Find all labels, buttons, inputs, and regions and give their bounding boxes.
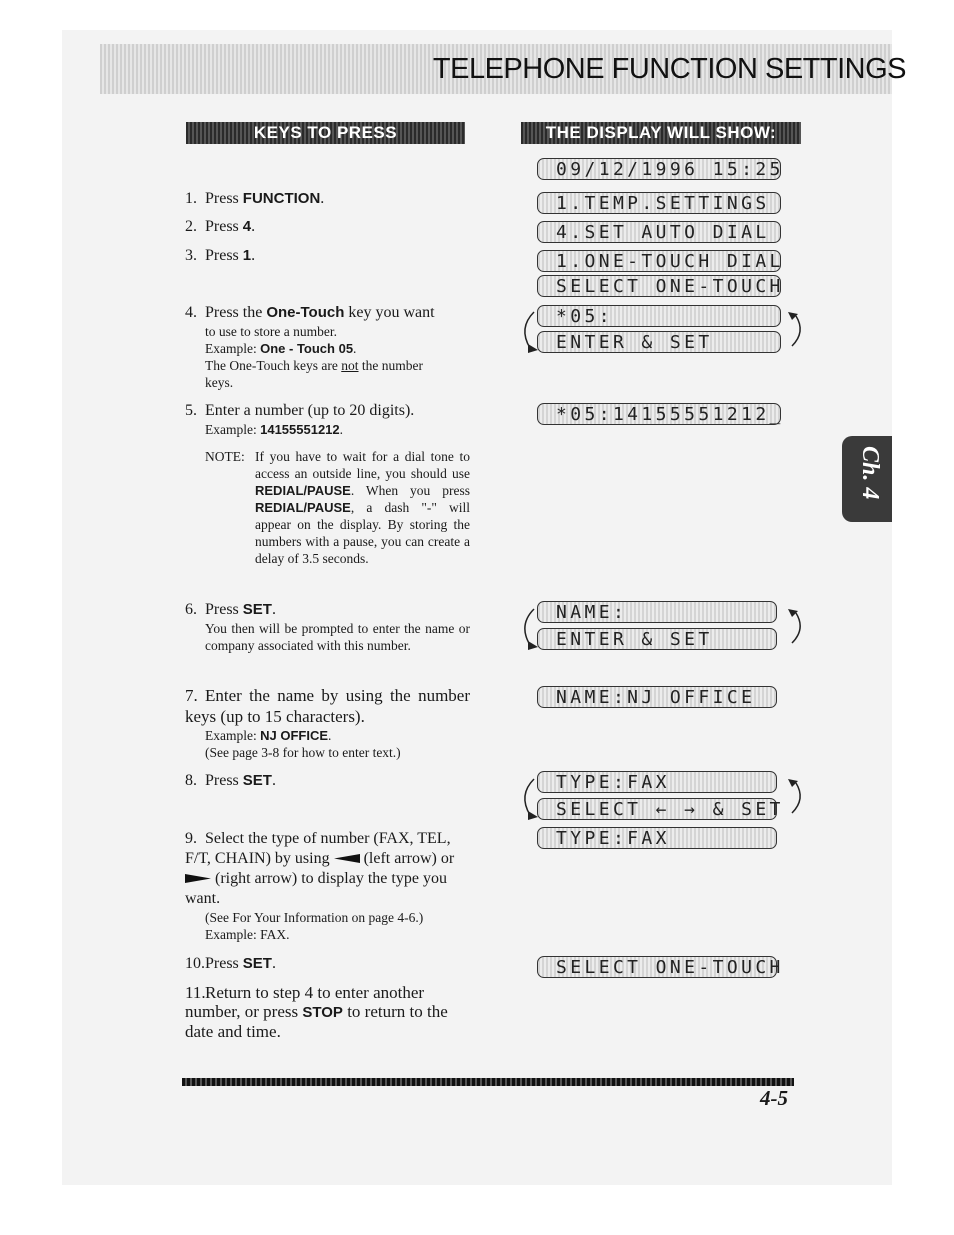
step-text: . (251, 247, 256, 264)
step-text: . (271, 601, 276, 618)
step-11 (185, 983, 470, 1041)
key-name: SET (242, 955, 272, 972)
step-number: 5. (185, 402, 197, 419)
step-number: 11. (185, 983, 206, 1002)
key-name: SET (242, 772, 272, 789)
step-1 (185, 189, 470, 209)
page-title: TELEPHONE FUNCTION SETTINGS (432, 53, 906, 85)
lcd-temp-settings: 1.TEMP.SETTINGS (537, 192, 781, 214)
keys-column-heading: KEYS TO PRESS (186, 122, 465, 144)
example-text: Example: FAX. (205, 927, 290, 942)
example-value: One - Touch 05 (260, 341, 354, 356)
chapter-tab-label: Ch. 4 (857, 446, 883, 500)
step-9 (185, 829, 470, 943)
lcd-one-touch-05: *05: (537, 305, 781, 327)
key-name: One-Touch (266, 304, 345, 321)
key-name: SET (242, 601, 272, 618)
step-text: Press (205, 247, 243, 264)
step-number: 7. (185, 686, 198, 705)
note-text: , a dash "-" will appear on the display. By storing the numbers with a pause, you can create a delay of 3.5 seconds. (255, 500, 470, 566)
info-text: (See page 3-8 for how to enter text.) (205, 745, 401, 760)
step-number: 6. (185, 601, 197, 618)
step-text: key you want (344, 304, 435, 321)
example-punct: . (353, 341, 357, 356)
step-number: 2. (185, 218, 197, 235)
step-number: 4. (185, 304, 197, 321)
key-name: 4 (242, 218, 252, 235)
lcd-name-prompt: NAME: (537, 601, 777, 623)
example-punct: . (339, 422, 344, 437)
info-text: You then will be prompted to enter the name or company associated with this number. (205, 621, 470, 653)
note-body (205, 448, 470, 567)
step-text: to use to store a number. (205, 324, 337, 339)
key-name: 1 (242, 247, 252, 264)
step-7 (185, 685, 470, 761)
step-text: Return to step 4 to enter another number, or press (185, 983, 425, 1021)
step-4-detail (185, 323, 470, 391)
step-10 (185, 954, 470, 974)
display-column-heading: THE DISPLAY WILL SHOW: (521, 122, 801, 144)
alternating-display-bracket (508, 306, 808, 356)
lcd-one-touch-dial: 1.ONE-TOUCH DIAL (537, 250, 781, 272)
step-3 (185, 246, 470, 266)
step-4 (185, 303, 470, 391)
step-text: Press (205, 955, 243, 972)
step-5 (185, 401, 470, 567)
step-text: . (271, 955, 276, 972)
step-number: 8. (185, 772, 197, 789)
step-6 (185, 600, 470, 654)
footer-rule (182, 1078, 794, 1086)
example-label: Example: (205, 422, 261, 437)
step-text: Press (205, 190, 243, 207)
lcd-set-auto-dial: 4.SET AUTO DIAL (537, 221, 781, 243)
note-label: NOTE: (205, 449, 245, 464)
example-punct: . (328, 728, 332, 743)
chapter-tab (842, 436, 892, 522)
step-number: 1. (185, 190, 197, 207)
step-text: Enter the name by using the number keys (up to 15 characters). (185, 686, 470, 726)
step-text: Press (205, 601, 243, 618)
alternating-display-bracket (508, 773, 808, 823)
key-name: REDIAL/PAUSE (255, 500, 351, 515)
step-9-detail (185, 909, 470, 943)
step-2 (185, 217, 470, 237)
note-text: . When you press (350, 483, 470, 498)
info-emphasis: not (341, 358, 359, 373)
step-text: to return to the date and time. (185, 1002, 448, 1041)
example-label: Example: (205, 341, 261, 356)
step-number: 10. (185, 955, 205, 972)
lcd-enter-set: ENTER & SET (537, 331, 781, 353)
lcd-select-arrows-set: SELECT ← → & SET (537, 798, 777, 820)
step-8 (185, 771, 470, 791)
step-text: Select the type of number (FAX, TEL, F/T, CHAIN) by using (185, 830, 451, 867)
info-text: The One-Touch keys are (205, 358, 342, 373)
lcd-number-entry: *05:14155551212_ (537, 403, 781, 425)
left-arrow-icon (334, 854, 360, 863)
key-name: REDIAL/PAUSE (255, 483, 351, 498)
lcd-name-entry: NAME:NJ OFFICE (537, 686, 777, 708)
step-number: 3. (185, 247, 197, 264)
lcd-select-one-touch: SELECT ONE-TOUCH (537, 275, 781, 297)
step-7-detail (185, 727, 470, 761)
step-text: . (271, 772, 276, 789)
key-name: STOP (302, 1004, 343, 1021)
example-value: NJ OFFICE (260, 728, 329, 743)
key-name: FUNCTION (242, 190, 321, 207)
lcd-type-fax: TYPE:FAX (537, 771, 777, 793)
note-text: If you have to wait for a dial tone to access an outside line, you should use (255, 449, 470, 481)
step-text: Press (205, 772, 243, 789)
lcd-select-one-touch: SELECT ONE-TOUCH (537, 956, 777, 978)
step-text: Press (205, 218, 243, 235)
step-text: Press the (205, 304, 267, 321)
alternating-display-bracket (508, 603, 808, 653)
example-value: 14155551212 (260, 422, 340, 437)
lcd-enter-set: ENTER & SET (537, 628, 777, 650)
step-text: . (320, 190, 325, 207)
lcd-type-fax: TYPE:FAX (537, 827, 777, 849)
step-text: (right arrow) to display the type you want. (185, 870, 447, 907)
step-text: . (251, 218, 256, 235)
page-number: 4-5 (760, 1086, 788, 1110)
step-text: Enter a number (up to 20 digits). (205, 402, 415, 419)
info-text: keys. (205, 375, 234, 390)
info-text: the number (358, 358, 423, 373)
step-5-detail (185, 421, 470, 567)
note-block (205, 448, 470, 567)
right-arrow-icon (185, 874, 211, 883)
info-text: (See For Your Information on page 4-6.) (205, 910, 424, 925)
example-label: Example: (205, 728, 261, 743)
lcd-date-time: 09/12/1996 15:25 (537, 158, 781, 180)
step-text: (left arrow) or (359, 850, 455, 867)
step-number: 9. (185, 830, 197, 847)
